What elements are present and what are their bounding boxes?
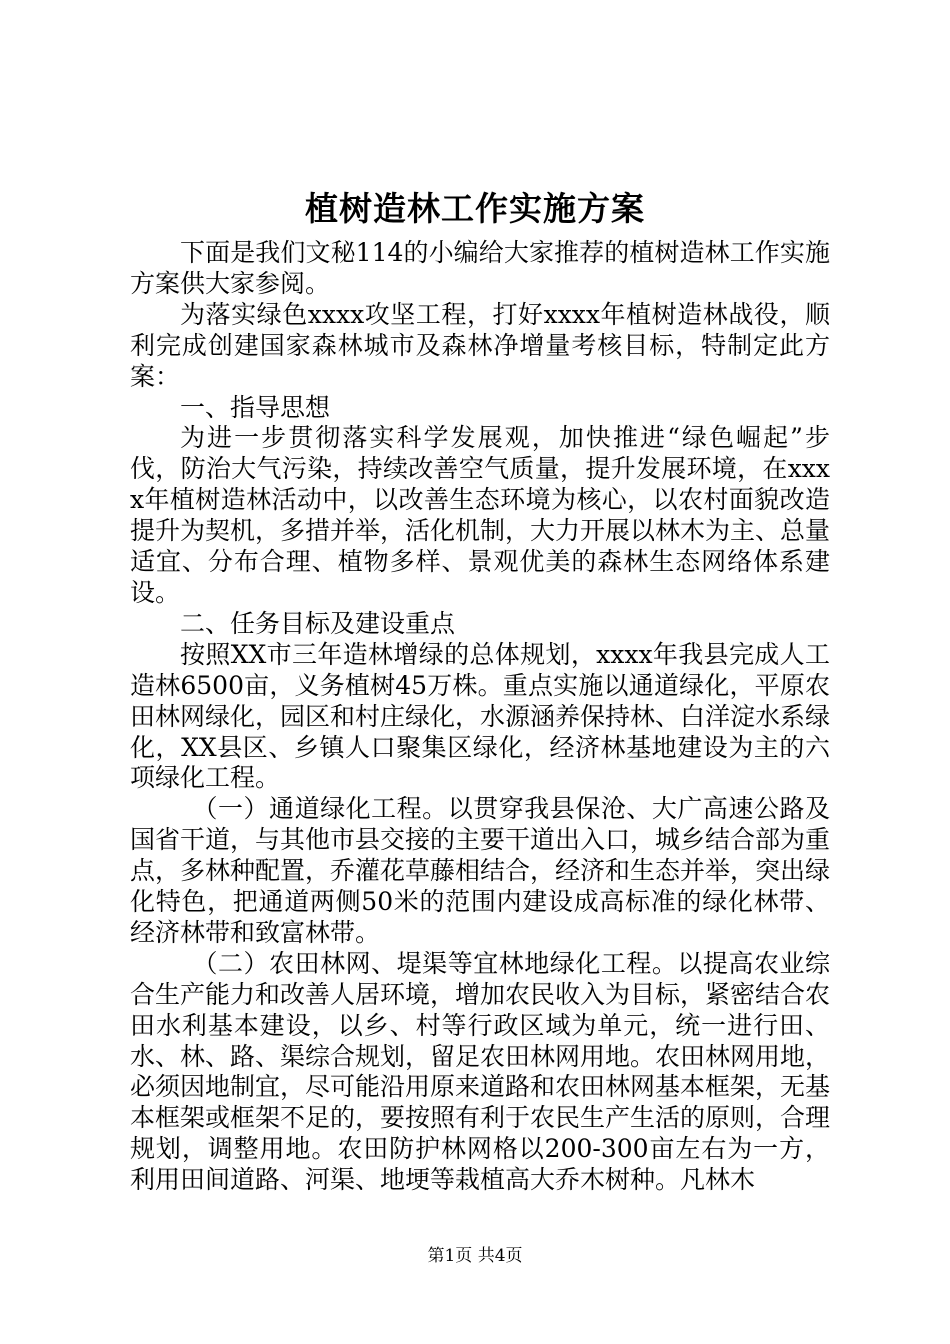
purpose-paragraph: 为落实绿色xxxx攻坚工程，打好xxxx年植树造林战役，顺利完成创建国家森林城市及森林净增量考核目标，特制定此方案：	[130, 299, 830, 391]
guiding-thought-paragraph: 为进一步贯彻落实科学发展观，加快推进“绿色崛起”步伐，防治大气污染，持续改善空气质量，提升发展环境，在xxxx年植树造林活动中，以改善生态环境为核心，以农村面貌改造提升为契机，多措并举，活化机制，大力开展以林木为主、总量适宜、分布合理、植物多样、景观优美的森林生态网络体系建设。	[130, 423, 831, 607]
subsection-farmland-network: （二）农田林网、堤渠等宜林地绿化工程。以提高农业综合生产能力和改善人居环境，增加农民收入为目标，紧密结合农田水利基本建设，以乡、村等行政区域为单元，统一进行田、水、林、路、渠综合规划，留足农田林网用地。农田林网用地，必须因地制宜，尽可能沿用原来道路和农田林网基本框架，无基本框架或框架不足的，要按照有利于农民生产生活的原则，合理规划，调整用地。农田防护林网格以200-300亩左右为一方，利用田间道路、河渠、地埂等栽植高大乔木树种。凡林木	[130, 948, 831, 1195]
page-number-footer: 第1页 共4页	[427, 1246, 523, 1266]
section-heading-tasks: 二、任务目标及建设重点	[180, 608, 456, 638]
document-title: 植树造林工作实施方案	[305, 189, 645, 228]
section-heading-guiding-thought: 一、指导思想	[180, 392, 331, 422]
intro-paragraph: 下面是我们文秘114的小编给大家推荐的植树造林工作实施方案供大家参阅。	[130, 238, 830, 298]
document-body	[130, 238, 830, 1196]
tasks-paragraph: 按照XX市三年造林增绿的总体规划，xxxx年我县完成人工造林6500亩，义务植树45万株。重点实施以通道绿化，平原农田林网绿化，园区和村庄绿化，水源涵养保持林、白洋淀水系绿化，XX县区、乡镇人口聚集区绿化，经济林基地建设为主的六项绿化工程。	[130, 639, 831, 793]
subsection-road-greening: （一）通道绿化工程。以贯穿我县保沧、大广高速公路及国省干道，与其他市县交接的主要干道出入口，城乡结合部为重点，多林种配置，乔灌花草藤相结合，经济和生态并举，突出绿化特色，把通道两侧50米的范围内建设成高标准的绿化林带、经济林带和致富林带。	[130, 794, 831, 947]
